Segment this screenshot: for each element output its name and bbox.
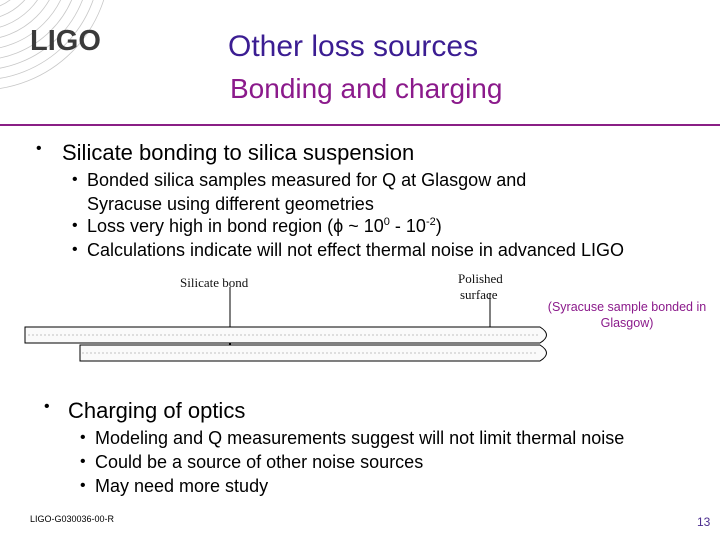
formula-part: - 10 bbox=[389, 216, 426, 236]
figure-caption: (Syracuse sample bonded in Glasgow) bbox=[547, 300, 707, 330]
sub-bullet-text: Calculations indicate will not effect thermal noise in advanced LIGO bbox=[87, 240, 624, 260]
figure-label-polished: Polished bbox=[458, 271, 503, 286]
sub-bullet-text: Could be a source of other noise sources bbox=[95, 452, 424, 472]
exponent: -2 bbox=[425, 216, 436, 228]
footer-doc-id: LIGO-G030036-00-R bbox=[30, 514, 115, 524]
sub-bullet-text: Modeling and Q measurements suggest will not limit thermal noise bbox=[95, 428, 625, 448]
formula-part: ~ 10 bbox=[343, 216, 384, 236]
header-divider bbox=[0, 124, 720, 126]
bullet-dot: • bbox=[36, 140, 42, 157]
sub-bullet-text: Bonded silica samples measured for Q at Glasgow and bbox=[87, 170, 527, 190]
bullet-dot: • bbox=[72, 217, 78, 234]
sub-bullet-text: Syracuse using different geometries bbox=[87, 194, 374, 214]
figure-label-surface: surface bbox=[460, 287, 498, 302]
sub-bullet-text: May need more study bbox=[95, 476, 269, 496]
formula-part: ) bbox=[435, 216, 442, 236]
slide-subtitle: Bonding and charging bbox=[230, 73, 503, 104]
bullet-dot: • bbox=[72, 171, 78, 188]
bullet-dot: • bbox=[80, 477, 86, 494]
header-arc-decoration bbox=[0, 0, 720, 130]
list-item-continuation bbox=[87, 194, 374, 215]
loss-bullet bbox=[87, 216, 442, 237]
section2-heading: Charging of optics bbox=[68, 398, 246, 423]
bullet-dot: • bbox=[80, 453, 86, 470]
exponent: 0 bbox=[383, 216, 390, 228]
slide-title: Other loss sources bbox=[228, 30, 479, 63]
ligo-logo: LIGO bbox=[30, 25, 101, 57]
bullet-dot: • bbox=[44, 398, 50, 415]
bullet-dot: • bbox=[80, 429, 86, 446]
figure-label-bond: Silicate bond bbox=[180, 275, 249, 290]
page-number: 13 bbox=[697, 515, 711, 529]
sub-bullet-text: Loss very high in bond region ( bbox=[87, 216, 334, 236]
bullet-dot: • bbox=[72, 241, 78, 258]
phi-symbol: ϕ bbox=[333, 216, 344, 236]
section1-heading: Silicate bonding to silica suspension bbox=[62, 140, 415, 165]
